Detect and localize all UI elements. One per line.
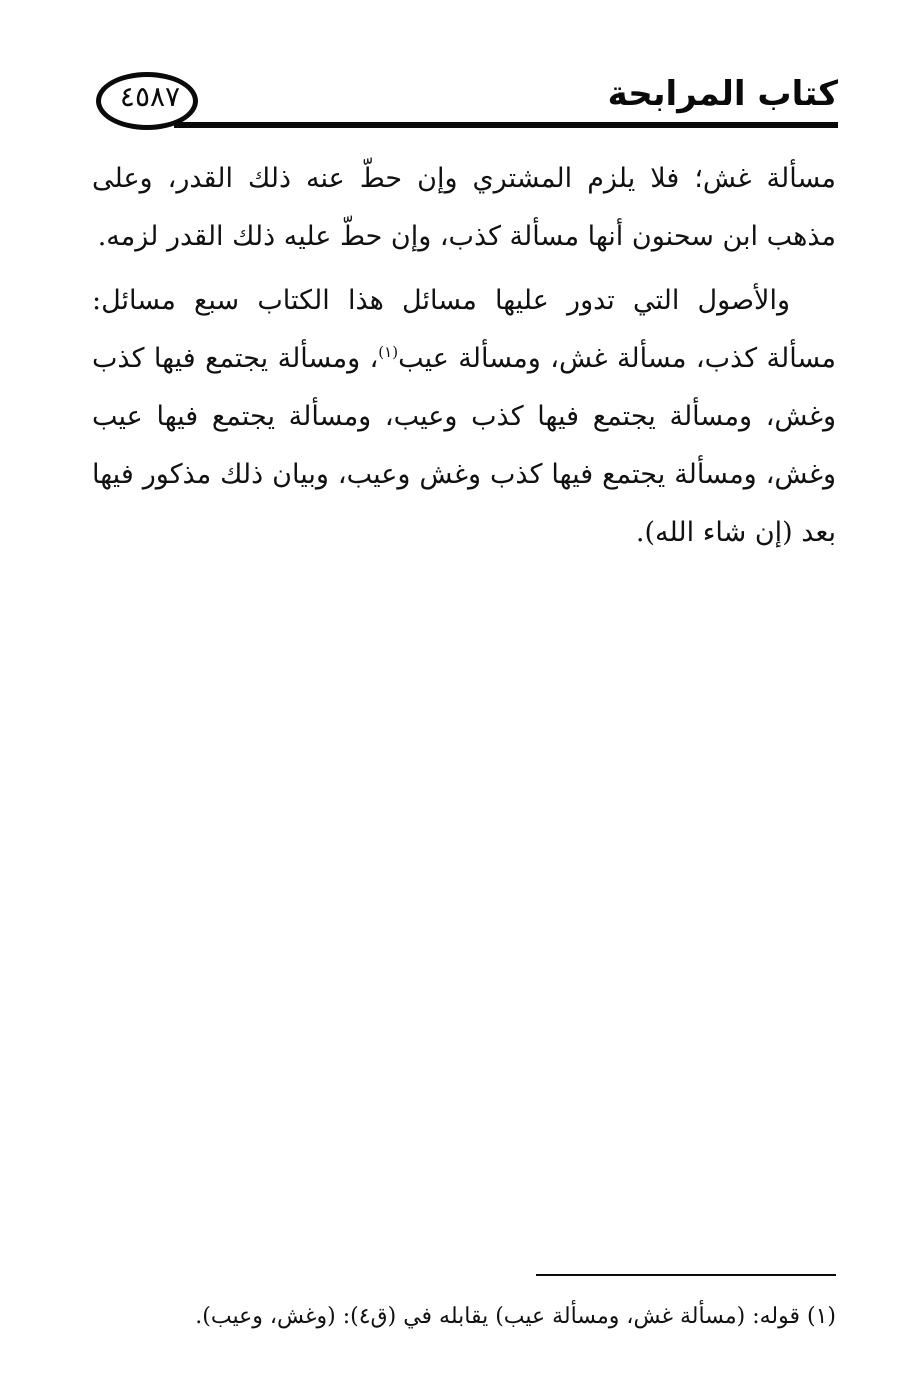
footnote-reference[interactable]: (١) — [378, 343, 399, 361]
footnote — [92, 1300, 836, 1334]
footnote-separator — [536, 1274, 836, 1276]
paragraph-text: والأصول التي تدور عليها مسائل هذا الكتاب سبع مسائل: مسألة كذب، مسألة غش، ومسألة عيب — [92, 285, 836, 374]
page-header — [86, 58, 838, 138]
paragraph — [92, 150, 836, 266]
main-text — [92, 150, 836, 562]
footnote-text: (١) قوله: (مسألة غش، ومسألة عيب) يقابله في (ق٤): (وغش، وعيب). — [195, 1304, 836, 1329]
paragraph-text: مسألة غش؛ فلا يلزم المشتري وإن حطّ عنه ذلك القدر، وعلى مذهب ابن سحنون أنها مسألة كذب، وإن حطّ عليه ذلك القدر لزمه. — [92, 163, 836, 252]
chapter-title: كتاب المرابحة — [607, 74, 838, 114]
header-rule — [174, 122, 838, 128]
page-number: ٤٥٨٧ — [119, 80, 181, 113]
paragraph-text: ، ومسألة يجتمع فيها كذب وغش، ومسألة يجتمع فيها كذب وعيب، ومسألة يجتمع فيها عيب وغش، ومسألة يجتمع فيها كذب وغش وعيب، وبيان ذلك مذكور فيها بعد (إن شاء الله). — [92, 343, 836, 548]
paragraph — [92, 272, 836, 562]
